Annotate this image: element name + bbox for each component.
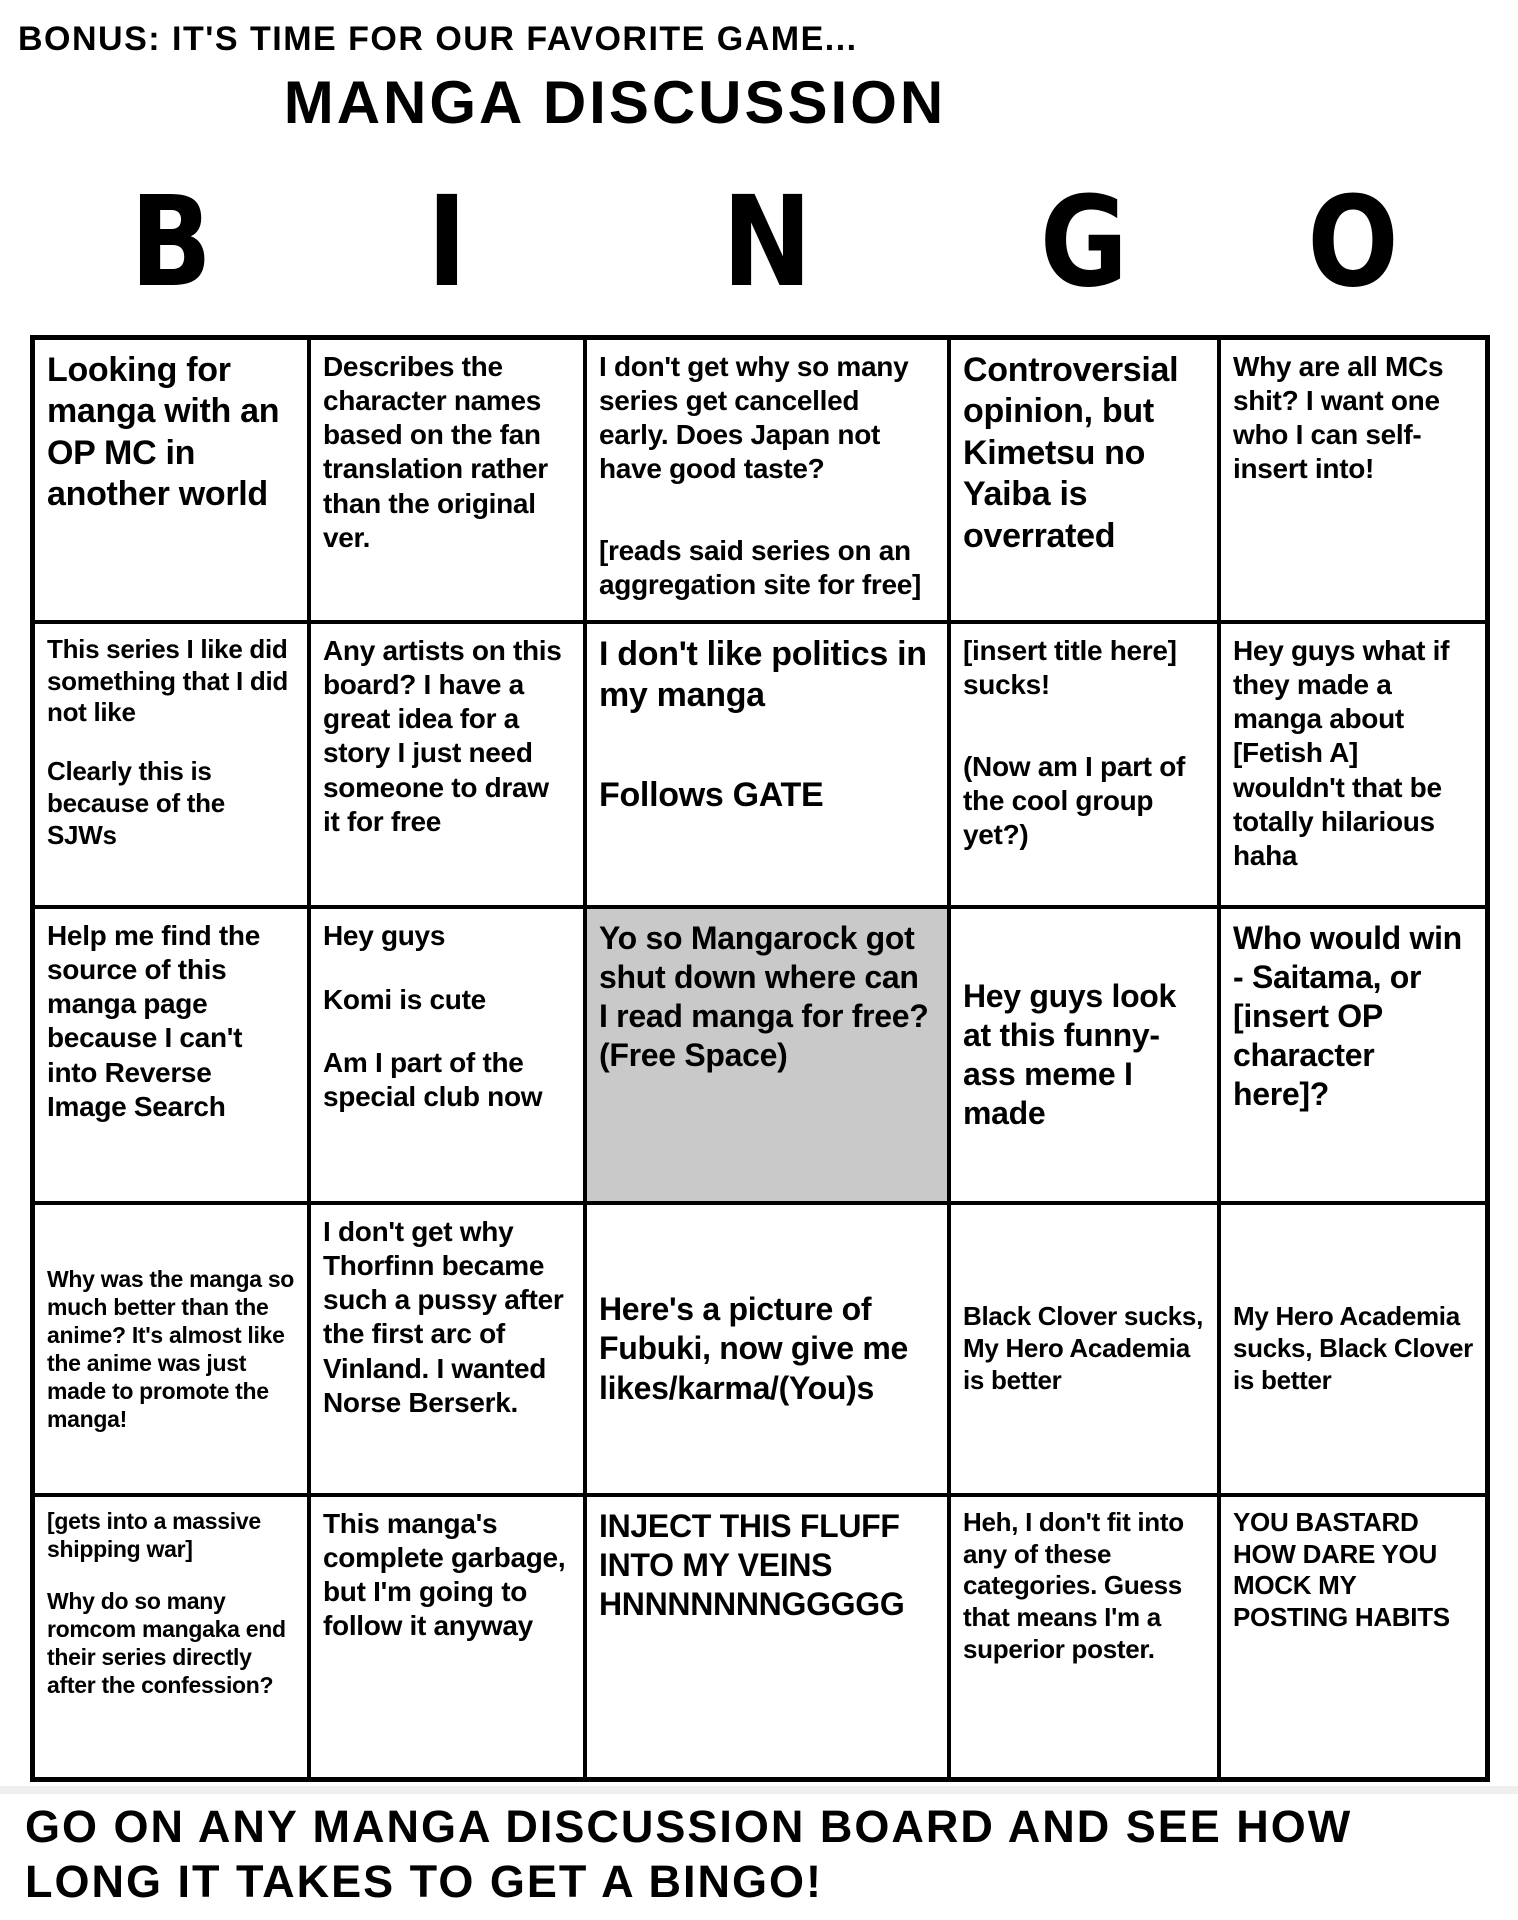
bingo-cell (311, 909, 583, 1201)
cell-paragraph: This manga's complete garbage, but I'm going to follow it anyway (323, 1508, 566, 1642)
cell-paragraph: Hey guys what if they made a manga about [Fetish A] wouldn't that be totally hilarious haha (1233, 635, 1450, 871)
cell-paragraph: [reads said series on an aggregation site for free] (599, 535, 922, 601)
bingo-letter-row (30, 169, 1490, 315)
cell-paragraph: This series I like did something that I did not like (47, 634, 288, 728)
cell-paragraph: Hey guys (323, 920, 446, 951)
bingo-cell (1221, 340, 1485, 620)
cell-paragraph: INJECT THIS FLUFF INTO MY VEINS HNNNNNNNGGGGG (599, 1508, 905, 1623)
cell-paragraph: I don't get why Thorfinn became such a pussy after the first arc of Vinland. I wanted Norse Berserk. (323, 1216, 564, 1418)
cell-paragraph: Am I part of the special club now (323, 1047, 543, 1113)
bingo-cell (311, 624, 583, 905)
bingo-cell (951, 624, 1217, 905)
bingo-cell (1221, 909, 1485, 1201)
cell-paragraph: [gets into a massive shipping war] (47, 1508, 261, 1563)
bingo-cell (311, 1205, 583, 1493)
cell-paragraph: Why do so many romcom mangaka end their series directly after the confession? (47, 1588, 286, 1699)
bingo-cell (587, 1497, 947, 1777)
bingo-letter-n: N (722, 169, 812, 315)
bingo-cell (35, 1205, 307, 1493)
bingo-cell (311, 1497, 583, 1777)
bingo-letter-b: B (130, 169, 212, 315)
bingo-letter-o: O (1307, 169, 1399, 315)
cell-paragraph: Looking for manga with an OP MC in another world (47, 351, 280, 514)
bingo-letter-g: G (1039, 169, 1129, 315)
scan-artifact-strip (0, 1786, 1518, 1794)
cell-paragraph: Describes the character names based on the fan translation rather than the original ver. (323, 351, 548, 553)
bonus-caption: BONUS: IT'S TIME FOR OUR FAVORITE GAME... (18, 20, 858, 58)
cell-paragraph: YOU BASTARD HOW DARE YOU MOCK MY POSTING HABITS (1233, 1507, 1450, 1633)
bingo-letter-i: I (427, 169, 467, 315)
bingo-cell (587, 1205, 947, 1493)
cell-paragraph: I don't get why so many series get cancelled early. Does Japan not have good taste? (599, 351, 909, 485)
cell-paragraph: Help me find the source of this manga page because I can't into Reverse Image Search (47, 920, 260, 1122)
footer-caption: GO ON ANY MANGA DISCUSSION BOARD AND SEE HOW LONG IT TAKES TO GET A BINGO! (25, 1801, 1353, 1907)
cell-paragraph: Follows GATE (599, 775, 824, 814)
cell-paragraph: Komi is cute (323, 983, 486, 1015)
cell-paragraph: [insert title here] sucks! (963, 635, 1177, 701)
cell-paragraph: Clearly this is because of the SJWs (47, 756, 225, 850)
bingo-cell (951, 340, 1217, 620)
cell-paragraph: Why was the manga so much better than the anime? It's almost like the anime was just made to promote the manga! (47, 1265, 295, 1433)
bingo-board (30, 335, 1490, 1782)
cell-paragraph: (Now am I part of the cool group yet?) (963, 750, 1186, 851)
cell-paragraph: Any artists on this board? I have a great idea for a story I just need someone to draw it for free (323, 635, 562, 837)
bingo-cell (35, 1497, 307, 1777)
cell-paragraph: My Hero Academia sucks, Black Clover is better (1233, 1301, 1473, 1395)
bingo-cell (35, 624, 307, 905)
cell-paragraph: Hey guys look at this funny-ass meme I made (963, 977, 1177, 1132)
bingo-cell (1221, 624, 1485, 905)
bingo-cell (951, 1497, 1217, 1777)
cell-paragraph: Controversial opinion, but Kimetsu no Yaiba is overrated (963, 351, 1179, 555)
cell-paragraph: Here's a picture of Fubuki, now give me likes/karma/(You)s (599, 1291, 909, 1406)
cell-paragraph: Why are all MCs shit? I want one who I can self-insert into! (1233, 351, 1444, 485)
bingo-cell (587, 624, 947, 905)
cell-paragraph: Black Clover sucks, My Hero Academia is better (963, 1301, 1203, 1395)
bingo-cell (35, 340, 307, 620)
bingo-cell (587, 340, 947, 620)
bingo-cell (1221, 1497, 1485, 1777)
page-title: MANGA DISCUSSION (283, 69, 947, 136)
bingo-cell (951, 909, 1217, 1201)
bingo-cell (35, 909, 307, 1201)
bingo-cell-free-space (587, 909, 947, 1201)
bingo-cell (951, 1205, 1217, 1493)
cell-paragraph: Yo so Mangarock got shut down where can I read manga for free? (Free Space) (599, 920, 929, 1074)
bingo-cell (1221, 1205, 1485, 1493)
cell-paragraph: Who would win - Saitama, or [insert OP character here]? (1233, 920, 1462, 1113)
cell-paragraph: I don't like politics in my manga (599, 635, 927, 715)
cell-paragraph: Heh, I don't fit into any of these categories. Guess that means I'm a superior poster. (963, 1507, 1184, 1664)
bingo-cell (311, 340, 583, 620)
